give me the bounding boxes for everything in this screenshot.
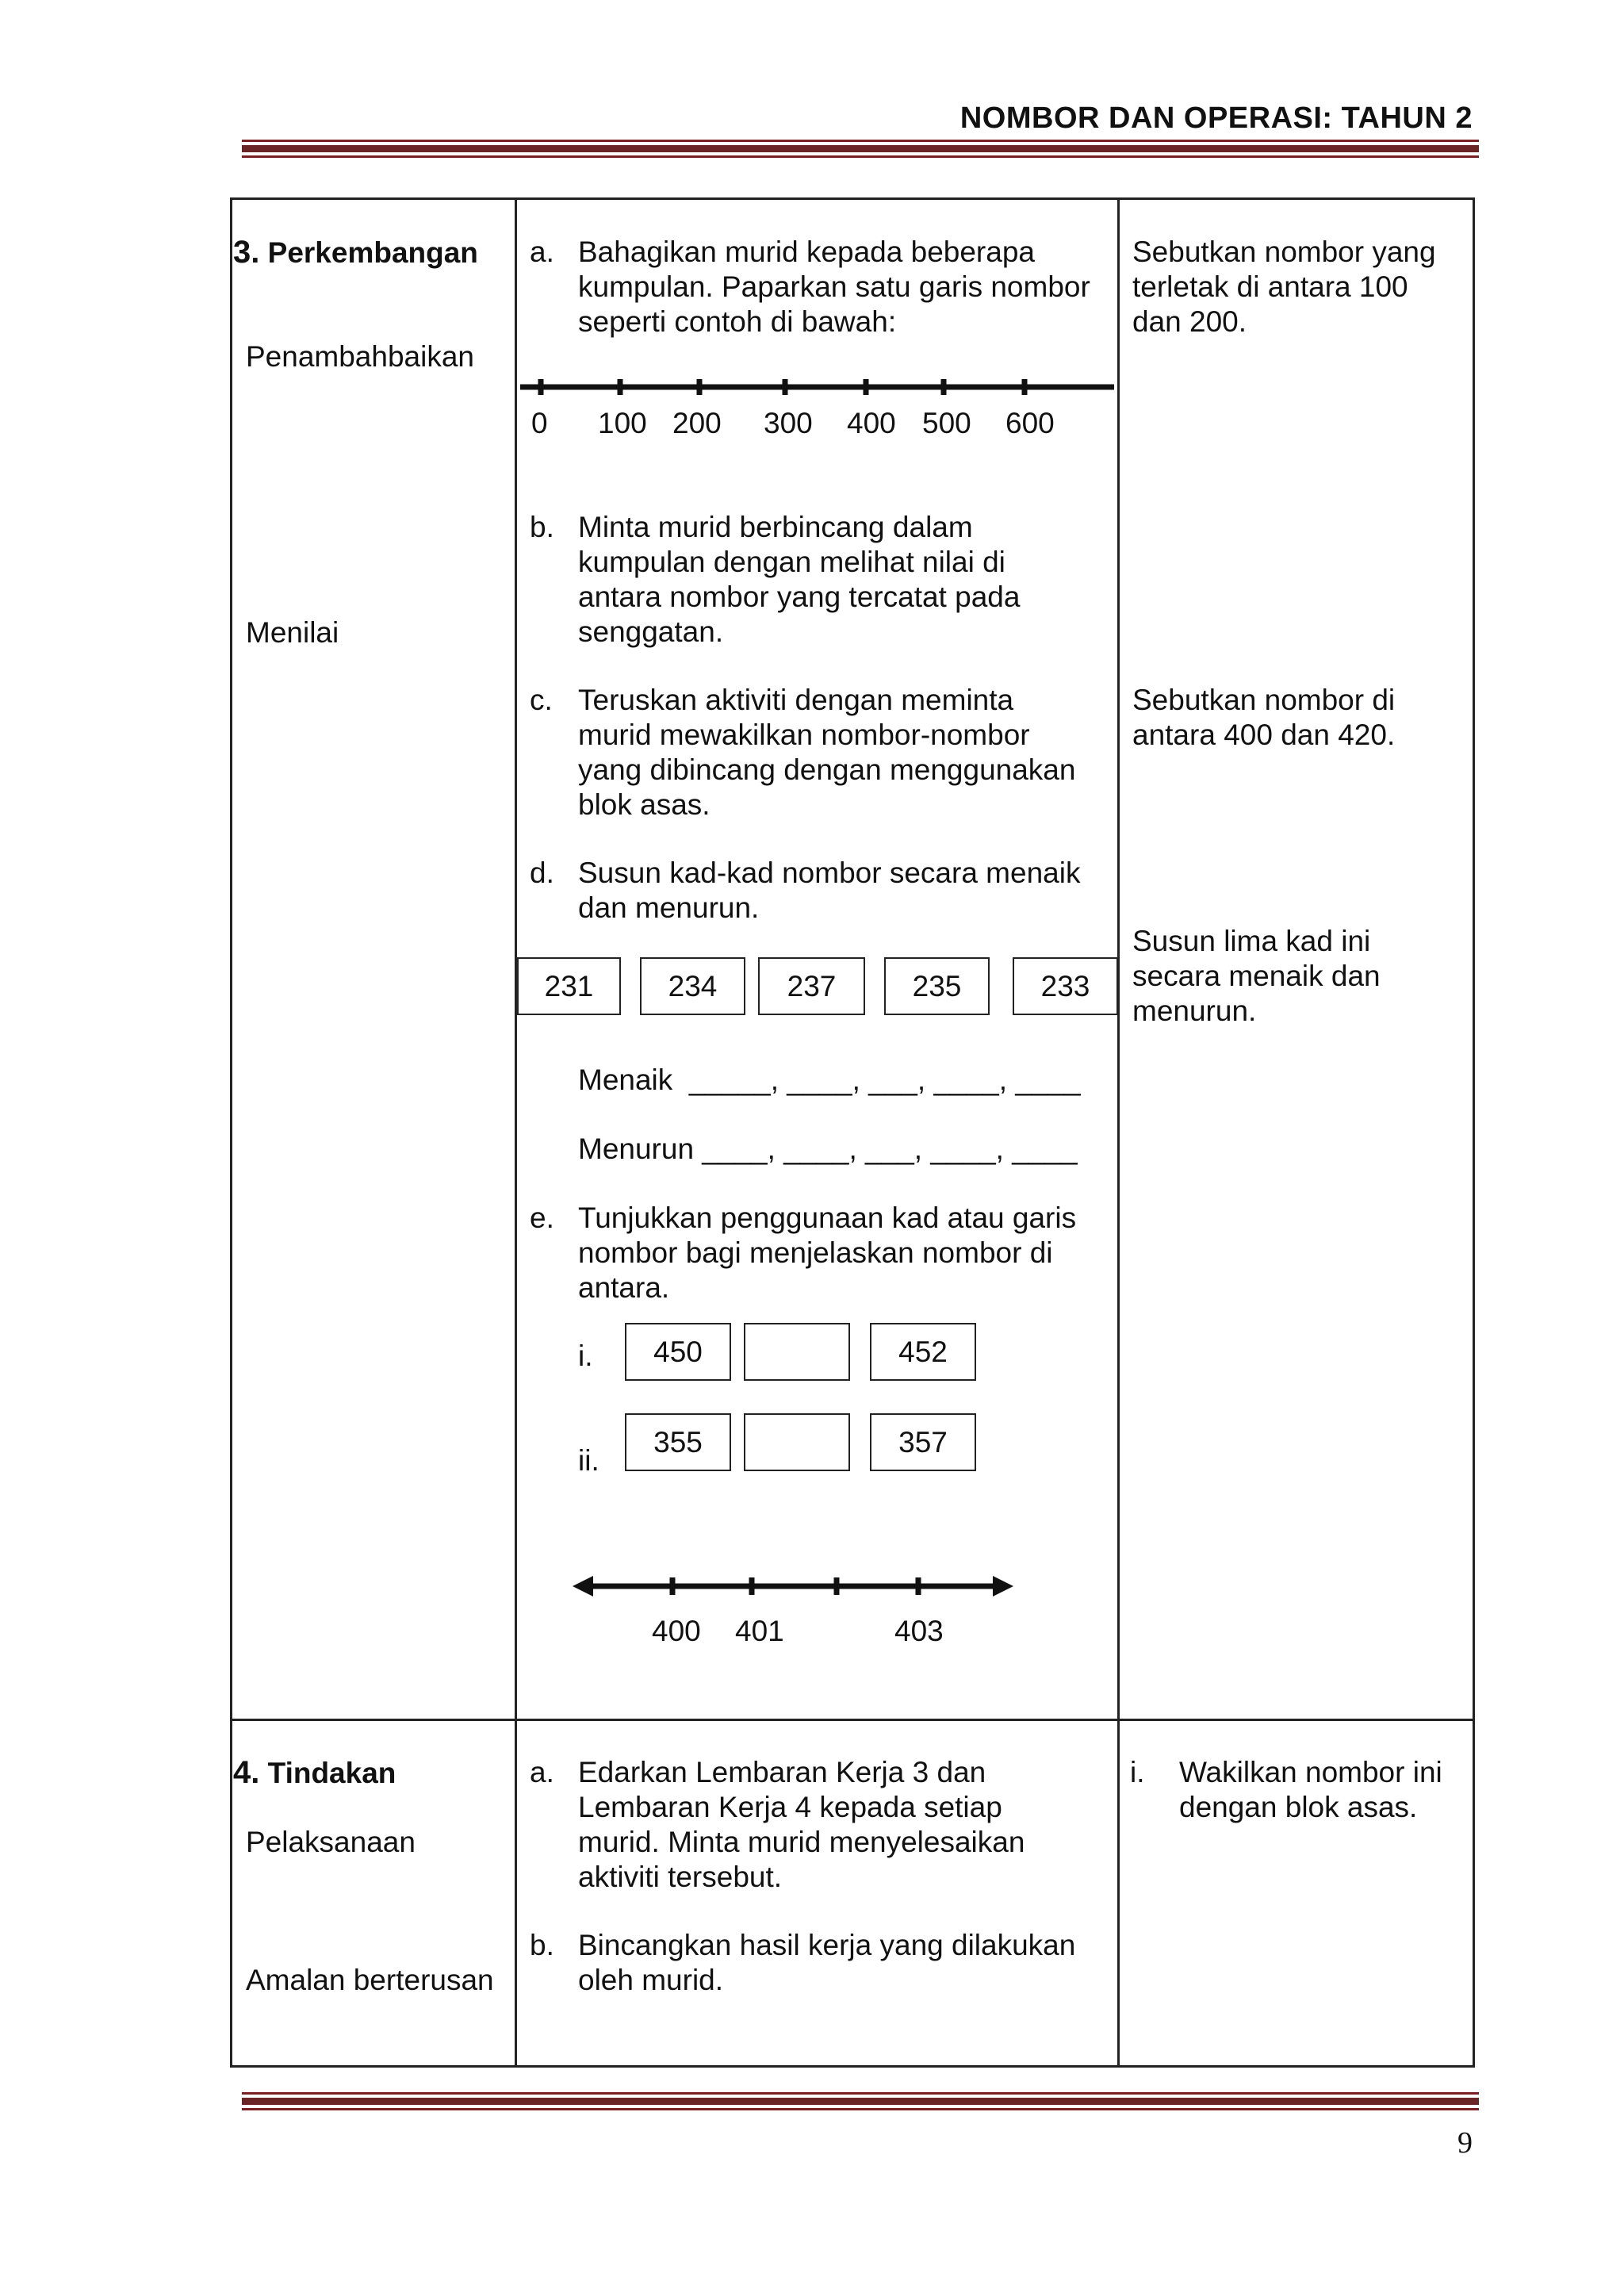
note3-line-3: menurun. — [1132, 995, 1257, 1027]
s4-item-a-line-1: Edarkan Lembaran Kerja 3 dan — [578, 1756, 986, 1788]
number-line-2-label: 400 — [652, 1615, 701, 1647]
item-b-line-1: Minta murid berbincang dalam — [578, 511, 973, 543]
section4-title: Tindakan — [267, 1757, 396, 1789]
item-a-line-2: kumpulan. Paparkan satu garis nombor — [578, 270, 1090, 303]
note3-line-1: Susun lima kad ini — [1132, 925, 1371, 957]
number-card: 235 — [884, 957, 990, 1015]
footer-rule — [242, 2092, 1479, 2110]
s4-item-a-line-4: aktiviti tersebut. — [578, 1861, 783, 1893]
item-e-line-1: Tunjukkan penggunaan kad atau garis — [578, 1202, 1077, 1234]
section4-heading — [233, 1755, 396, 1791]
item-b-line-4: senggatan. — [578, 615, 724, 648]
item-b-marker: b. — [530, 511, 554, 543]
number-line-1-label: 200 — [672, 407, 722, 439]
s4-item-a-line-2: Lembaran Kerja 4 kepada setiap — [578, 1791, 1002, 1823]
number-card: 237 — [758, 957, 865, 1015]
number-line-1-label: 600 — [1005, 407, 1055, 439]
missing-number-card: 452 — [870, 1323, 976, 1381]
s4-item-b-line-1: Bincangkan hasil kerja yang dilakukan — [578, 1929, 1076, 1961]
item-a-line-3: seperti contoh di bawah: — [578, 305, 897, 338]
item-e-line-3: antara. — [578, 1271, 670, 1304]
item-e-marker: e. — [530, 1202, 554, 1234]
item-c-line-4: blok asas. — [578, 788, 710, 821]
number-card: 234 — [640, 957, 745, 1015]
item-e-ii-marker: ii. — [578, 1444, 599, 1477]
note1-line-1: Sebutkan nombor yang — [1132, 236, 1436, 268]
number-card: 233 — [1013, 957, 1118, 1015]
item-e-line-2: nombor bagi menjelaskan nombor di — [578, 1236, 1053, 1269]
section4-sub-pelaksanaan: Pelaksanaan — [246, 1826, 416, 1858]
s4-note-marker: i. — [1130, 1756, 1145, 1788]
number-line-1-label: 300 — [764, 407, 813, 439]
note2-line-2: antara 400 dan 420. — [1132, 719, 1396, 751]
missing-number-card: 357 — [870, 1413, 976, 1471]
item-b-line-3: antara nombor yang tercatat pada — [578, 581, 1021, 613]
s4-item-a-marker: a. — [530, 1756, 554, 1788]
item-c-line-2: murid mewakilkan nombor-nombor — [578, 719, 1030, 751]
page-header-title: NOMBOR DAN OPERASI: TAHUN 2 — [959, 102, 1473, 135]
item-d-line-2: dan menurun. — [578, 891, 760, 924]
item-c-marker: c. — [530, 684, 553, 716]
s4-item-a-line-3: murid. Minta murid menyelesaikan — [578, 1826, 1025, 1858]
menurun-answer-line: Menurun ____, ____, ___, ____, ____ — [578, 1133, 1078, 1165]
missing-number-card: 450 — [625, 1323, 731, 1381]
section3-title: Perkembangan — [267, 236, 478, 269]
note1-line-3: dan 200. — [1132, 305, 1247, 338]
section3-sub-menilai: Menilai — [246, 616, 339, 649]
section4-sub-amalan: Amalan berterusan — [246, 1964, 494, 1996]
page-number: 9 — [1457, 2126, 1473, 2160]
number-line-1-label: 400 — [847, 407, 896, 439]
item-c-line-3: yang dibincang dengan menggunakan — [578, 753, 1076, 786]
item-b-line-2: kumpulan dengan melihat nilai di — [578, 546, 1005, 578]
missing-number-blank-card — [744, 1323, 850, 1381]
number-line-2-right-arrow — [993, 1576, 1013, 1596]
number-line-2-label: 401 — [735, 1615, 784, 1647]
number-line-2-label: 403 — [894, 1615, 944, 1647]
number-line-1-label: 100 — [598, 407, 647, 439]
number-line-2-left-arrow — [573, 1576, 593, 1596]
number-line-1-label: 500 — [922, 407, 971, 439]
note3-line-2: secara menaik dan — [1132, 960, 1381, 992]
item-a-marker: a. — [530, 236, 554, 268]
item-d-line-1: Susun kad-kad nombor secara menaik — [578, 857, 1081, 889]
missing-number-card: 355 — [625, 1413, 731, 1471]
s4-item-b-line-2: oleh murid. — [578, 1964, 724, 1996]
number-card: 231 — [517, 957, 621, 1015]
item-d-marker: d. — [530, 857, 554, 889]
section3-sub-penambahbaikan: Penambahbaikan — [246, 340, 474, 373]
item-a-line-1: Bahagikan murid kepada beberapa — [578, 236, 1035, 268]
s4-item-b-marker: b. — [530, 1929, 554, 1961]
section4-number: 4. — [233, 1755, 260, 1790]
note1-line-2: terletak di antara 100 — [1132, 270, 1408, 303]
note2-line-1: Sebutkan nombor di — [1132, 684, 1396, 716]
s4-note-line-2: dengan blok asas. — [1179, 1791, 1418, 1823]
section3-number: 3. — [233, 235, 260, 270]
number-line-1-label: 0 — [531, 407, 548, 439]
missing-number-blank-card — [744, 1413, 850, 1471]
menaik-answer-line: Menaik _____, ____, ___, ____, ____ — [578, 1064, 1081, 1096]
item-c-line-1: Teruskan aktiviti dengan meminta — [578, 684, 1014, 716]
item-e-i-marker: i. — [578, 1340, 593, 1372]
s4-note-line-1: Wakilkan nombor ini — [1179, 1756, 1442, 1788]
